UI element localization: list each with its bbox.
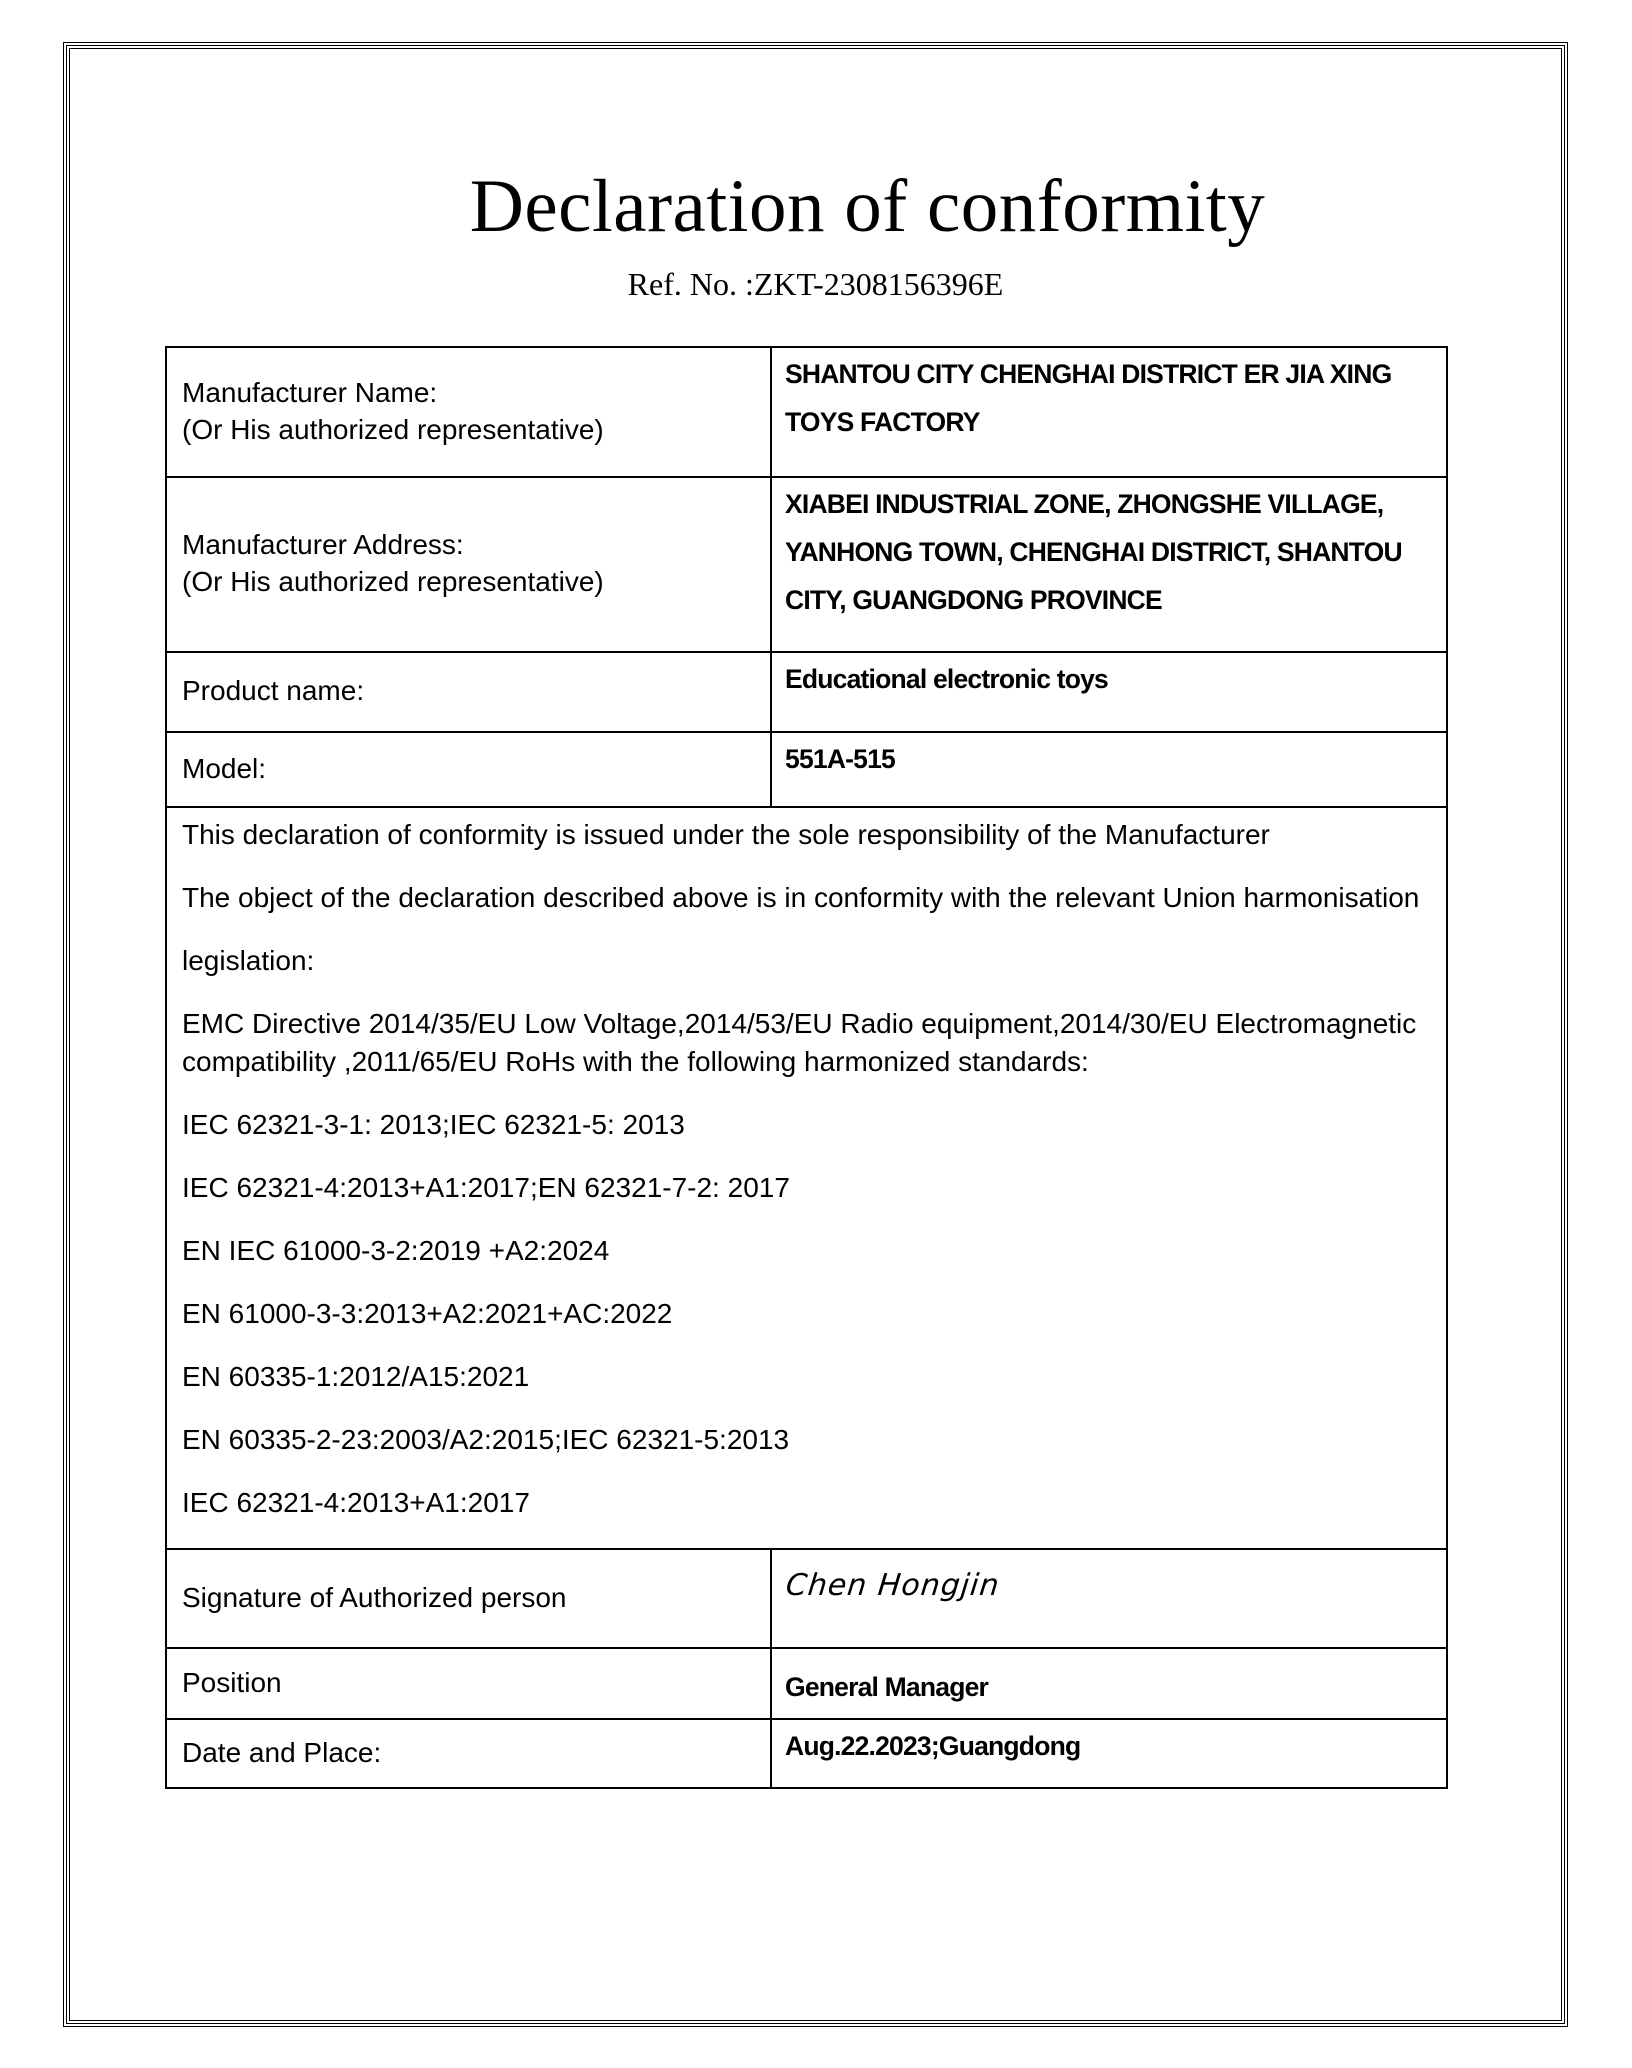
- standard-line: EN 60335-2-23:2003/A2:2015;IEC 62321-5:2013: [182, 1424, 790, 1456]
- date-place-value: [771, 1719, 1447, 1788]
- declaration-line: The object of the declaration described above is in conformity with the relevant Union harmonisation: [182, 881, 1420, 913]
- declaration-line: This declaration of conformity is issued under the sole responsibility of the Manufacturer: [182, 818, 1270, 850]
- table-row-product-name: [166, 652, 1447, 732]
- date-place-label: Date and Place:: [166, 1719, 771, 1788]
- table-row-manufacturer-name: [166, 347, 1447, 477]
- signature-label: Signature of Authorized person: [166, 1549, 771, 1648]
- label-line: Manufacturer Address:: [182, 529, 464, 561]
- manufacturer-address-value: [771, 477, 1447, 652]
- value-line: 551A-515: [785, 743, 895, 774]
- standard-line: EN 60335-1:2012/A15:2021: [182, 1361, 530, 1393]
- label-line: Manufacturer Name:: [182, 376, 438, 408]
- standard-line: IEC 62321-3-1: 2013;IEC 62321-5: 2013: [182, 1108, 685, 1140]
- conformity-table: [165, 346, 1448, 1789]
- manufacturer-name-label: [166, 347, 771, 477]
- value-line: XIABEI INDUSTRIAL ZONE, ZHONGSHE VILLAGE,: [785, 488, 1384, 519]
- position-value: [771, 1648, 1447, 1719]
- declaration-line: legislation:: [182, 944, 315, 976]
- value-line: General Manager: [785, 1671, 989, 1702]
- manufacturer-address-label: [166, 477, 771, 652]
- table-row-manufacturer-address: [166, 477, 1447, 652]
- signature-value: [771, 1549, 1447, 1648]
- label-line: (Or His authorized representative): [182, 413, 604, 445]
- table-row-model: [166, 732, 1447, 807]
- model-label: Model:: [166, 732, 771, 807]
- value-line: YANHONG TOWN, CHENGHAI DISTRICT, SHANTOU: [785, 536, 1402, 567]
- declaration-line: compatibility ,2011/65/EU RoHs with the following harmonized standards:: [182, 1045, 1089, 1077]
- table-row-date-place: [166, 1719, 1447, 1788]
- label-line: (Or His authorized representative): [182, 566, 604, 598]
- table-row-signature: [166, 1549, 1447, 1648]
- page-border-middle: [66, 45, 1565, 2024]
- model-value: [771, 732, 1447, 807]
- signature-handwriting: Chen Hongjin: [784, 1567, 1002, 1603]
- page-title: Declaration of conformity: [469, 165, 1266, 248]
- table-row-position: [166, 1648, 1447, 1719]
- product-name-label: Product name:: [166, 652, 771, 732]
- ref-number: Ref. No. :ZKT-2308156396E: [627, 266, 1004, 302]
- value-line: TOYS FACTORY: [785, 406, 980, 437]
- standard-line: EN 61000-3-3:2013+A2:2021+AC:2022: [182, 1298, 673, 1330]
- value-line: Aug.22.2023;Guangdong: [785, 1730, 1081, 1761]
- standard-line: EN IEC 61000-3-2:2019 +A2:2024: [182, 1235, 610, 1267]
- page-content-area: [69, 48, 1562, 2021]
- declaration-text-cell: [166, 807, 1447, 1549]
- value-line: Educational electronic toys: [785, 663, 1108, 694]
- product-name-value: [771, 652, 1447, 732]
- table-row-declaration: [166, 807, 1447, 1549]
- manufacturer-name-value: [771, 347, 1447, 477]
- position-label: Position: [166, 1648, 771, 1719]
- value-line: SHANTOU CITY CHENGHAI DISTRICT ER JIA XING: [785, 358, 1392, 389]
- page-border-outer: [63, 42, 1568, 2027]
- standard-line: IEC 62321-4:2013+A1:2017: [182, 1487, 530, 1519]
- value-line: CITY, GUANGDONG PROVINCE: [785, 585, 1162, 616]
- declaration-line: EMC Directive 2014/35/EU Low Voltage,2014/53/EU Radio equipment,2014/30/EU Electromagnetic: [182, 1007, 1417, 1039]
- standard-line: IEC 62321-4:2013+A1:2017;EN 62321-7-2: 2017: [182, 1172, 790, 1204]
